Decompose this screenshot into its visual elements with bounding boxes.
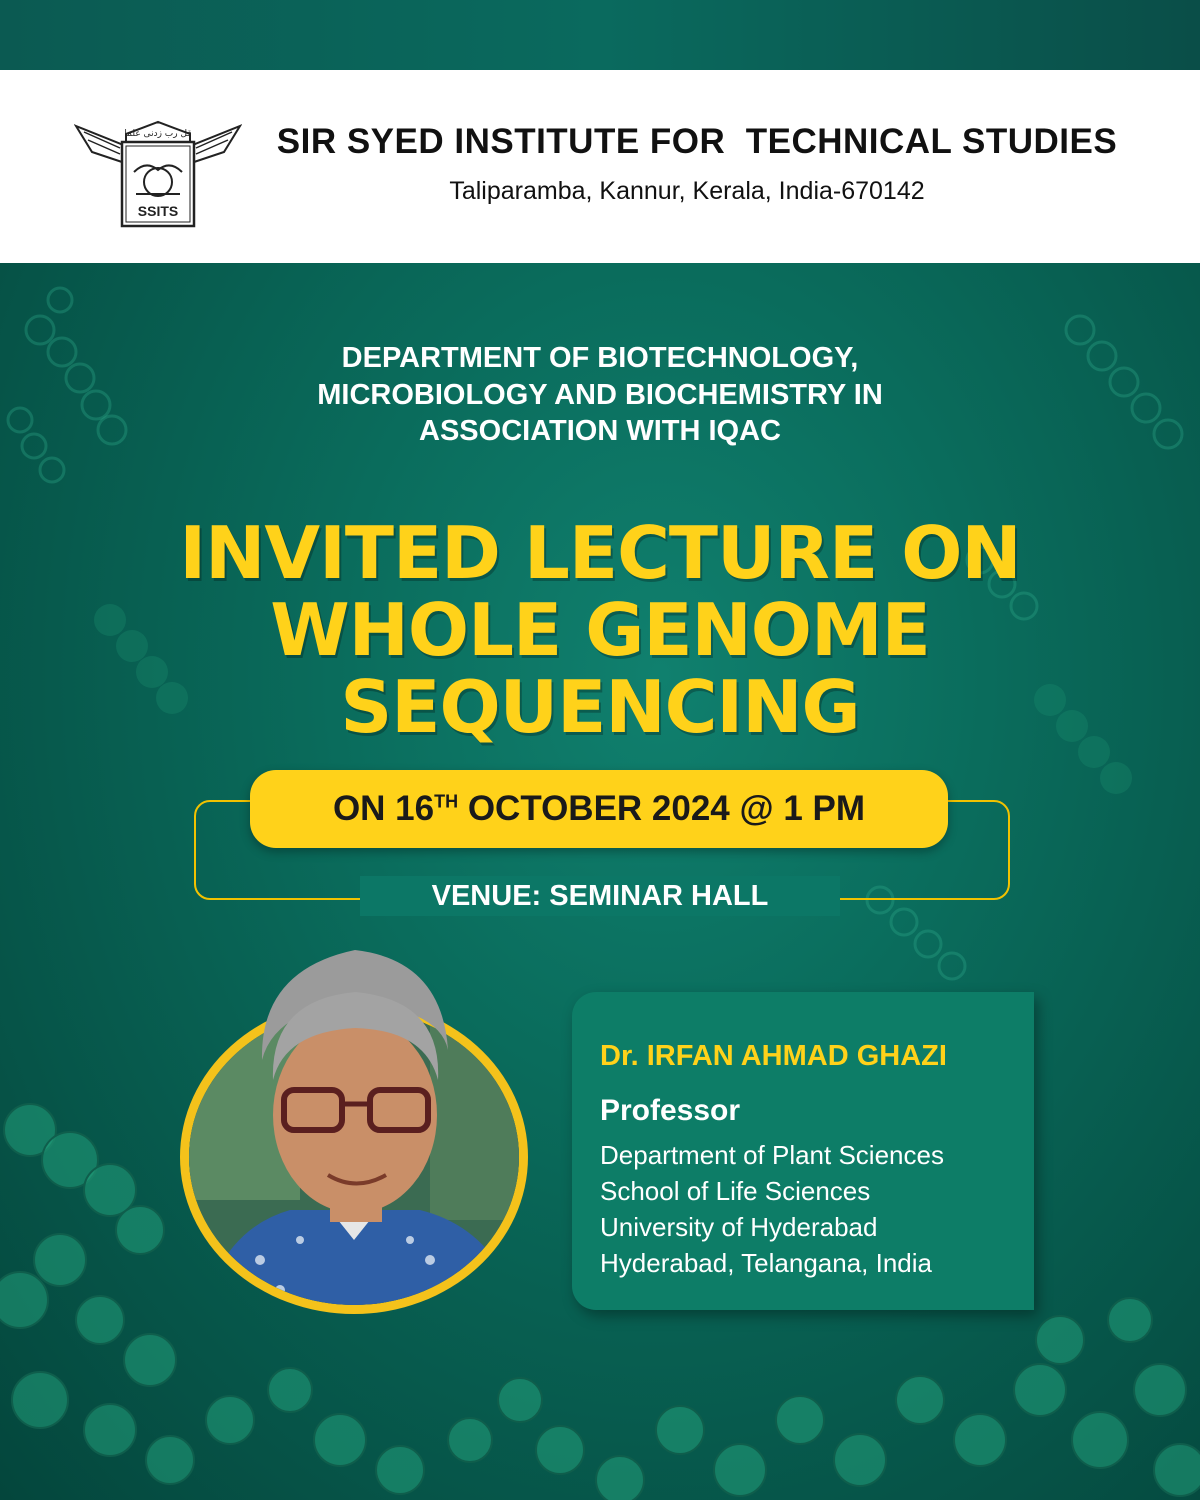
speaker-name: Dr. IRFAN AHMAD GHAZI [600, 1040, 947, 1072]
speaker-role: Professor [600, 1094, 741, 1127]
svg-text:SSITS: SSITS [137, 203, 179, 219]
top-strip [0, 0, 1200, 70]
department-heading [200, 340, 1000, 450]
ssits-logo [74, 112, 242, 232]
event-title [150, 511, 1050, 750]
svg-text:قل رب زدنی علما: قل رب زدنی علما [124, 129, 192, 139]
institution-name: SIR SYED INSTITUTE FOR TECHNICAL STUDIES [276, 122, 1118, 161]
institution-address: Taliparamba, Kannur, Kerala, India-670142 [449, 177, 925, 205]
department-line: MICROBIOLOGY AND BIOCHEMISTRY IN [317, 378, 883, 411]
affiliation-line: University of Hyderabad [600, 1212, 878, 1242]
event-venue: VENUE: SEMINAR HALL [360, 876, 840, 916]
title-line: SEQUENCING [340, 665, 860, 750]
department-line: ASSOCIATION WITH IQAC [419, 415, 781, 448]
speaker-photo [180, 940, 528, 1320]
date-suffix: OCTOBER 2024 @ 1 PM [458, 789, 866, 828]
affiliation-line: Hyderabad, Telangana, India [600, 1248, 932, 1278]
date-badge [250, 770, 948, 848]
speaker-affiliation [600, 1137, 944, 1281]
title-line: WHOLE GENOME [270, 588, 930, 673]
date-prefix: ON 16 [332, 789, 435, 828]
event-date [333, 789, 865, 829]
affiliation-line: School of Life Sciences [600, 1176, 871, 1206]
department-line: DEPARTMENT OF BIOTECHNOLOGY, [341, 342, 859, 374]
title-line: INVITED LECTURE ON [179, 511, 1021, 595]
affiliation-line: Department of Plant Sciences [600, 1140, 944, 1170]
date-ordinal: TH [434, 791, 459, 812]
